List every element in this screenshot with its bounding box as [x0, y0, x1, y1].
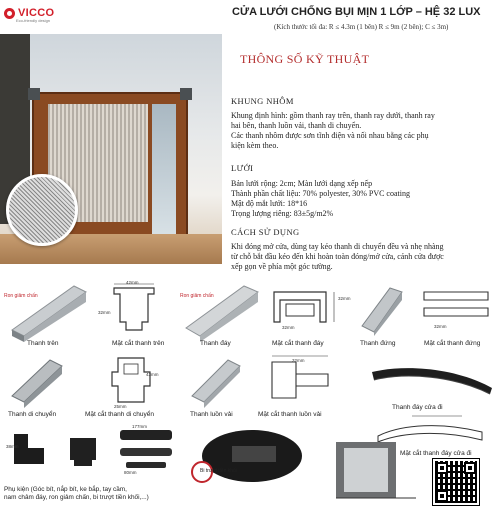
- product-photo: [0, 34, 222, 264]
- moving-bar-width-dim: 25mm: [114, 404, 127, 409]
- side-rail-label: Thanh đứng: [360, 340, 396, 347]
- section-title-mesh: LƯỚI: [231, 163, 254, 173]
- fabric-bar-label: Thanh luồn vải: [190, 411, 233, 418]
- sill-bar-label: Thanh đáy cửa đi: [392, 404, 443, 411]
- mesh-line: Trọng lượng riêng: 83±5g/m2%: [231, 209, 334, 218]
- moving-bar-height-dim: 43mm: [146, 372, 159, 377]
- top-rail-height-dim: 32mm: [98, 310, 111, 315]
- frame-line: hai bên, thanh luồn vải, thanh di chuyển.: [231, 121, 362, 130]
- qr-eye: [436, 490, 448, 502]
- qr-eye: [436, 462, 448, 474]
- side-rail-width-dim: 32mm: [434, 324, 447, 329]
- moving-bar-label: Thanh di chuyển: [8, 411, 57, 418]
- bottom-rail-height-dim: 32mm: [338, 296, 351, 301]
- side-rail-section-label: Mặt cắt thanh đứng: [424, 340, 481, 347]
- damper-note: Ron giảm chấn: [4, 293, 38, 299]
- bottom-rail-label: Thanh đáy: [200, 340, 231, 347]
- page-title: CỬA LƯỚI CHỐNG BỤI MỊN 1 LỚP – HỆ 32 LUX: [232, 6, 481, 18]
- end-cap-image: [60, 430, 108, 470]
- mesh-line: Thành phần chất liệu: 70% polyester, 30% PVC coating: [231, 189, 410, 198]
- bottom-rail-image: [178, 280, 264, 342]
- section-title-usage: CÁCH SỬ DỤNG: [231, 227, 300, 237]
- size-limits: (Kích thước tối đa: R ≤ 4.3m (1 bên) R ≤ 9m (2 bên); C ≤ 3m): [274, 23, 449, 31]
- accessories-line: Phụ kiện (Góc bít, nắp bít, ke bắp, tay cầm,: [4, 486, 127, 493]
- side-rail-section-image: [418, 284, 498, 330]
- accessory-dim: 38mm: [6, 444, 19, 449]
- brand-name: VICCO: [18, 7, 55, 19]
- moving-bar-image: [4, 352, 74, 408]
- handle-parts-image: [114, 424, 180, 476]
- frame-line: kiện kèm theo.: [231, 141, 279, 150]
- qr-code[interactable]: [433, 459, 479, 505]
- moving-bar-section-image: [104, 352, 164, 410]
- corner-cap-image: [6, 428, 56, 472]
- slider-block-note: Bi trượt tiền khối: [200, 468, 237, 474]
- slider-block-image: [186, 422, 326, 484]
- qr-eye: [464, 462, 476, 474]
- accessories-caption: [4, 486, 149, 502]
- frame-line: Khung định hình: gồm thanh ray trên, thanh ray dưới, thanh ray: [231, 111, 435, 120]
- mesh-zoom-circle: [6, 174, 78, 246]
- bottom-rail-section-label: Mặt cắt thanh đáy: [272, 340, 324, 347]
- bottom-rail-width-dim: 32mm: [282, 325, 295, 330]
- usage-line: xếp gọn về phía một góc tường.: [231, 262, 333, 271]
- accessory-dim: 177mm: [132, 424, 148, 429]
- top-rail-image: [2, 280, 94, 342]
- brand-mark-icon: [4, 8, 15, 19]
- fabric-bar-image: [186, 352, 246, 408]
- bottom-rail-section-image: [266, 282, 350, 334]
- door-detail-image: [330, 432, 420, 502]
- damper-note: Ron giảm chấn: [180, 293, 214, 299]
- moving-bar-section-label: Mặt cắt thanh di chuyển: [85, 411, 155, 418]
- window-glass: [152, 104, 176, 236]
- top-rail-width-dim: 42mm: [126, 280, 139, 285]
- fabric-bar-section-image: [262, 352, 348, 406]
- spec-heading: THÔNG SỐ KỸ THUẬT: [240, 52, 370, 66]
- fabric-bar-section-label: Mặt cắt thanh luồn vải: [258, 411, 322, 418]
- section-title-frame: KHUNG NHÔM: [231, 96, 294, 106]
- side-rail-image: [356, 282, 408, 336]
- top-rail-label: Thanh trên: [27, 340, 59, 347]
- accessory-dim: 80mm: [124, 470, 137, 475]
- brand-tagline: Eco-friendly design: [16, 18, 51, 23]
- mesh-line: Bản lưới rộng: 2cm; Màn lưới dạng xếp nếp: [231, 179, 373, 188]
- usage-line: từ chỗ bắt đầu kéo đến khi hoàn toàn đóng/mở cửa, cánh cửa được: [231, 252, 444, 261]
- accessories-line: nam châm đáy, ron giảm chấn, bi trượt tiền khối,...): [4, 494, 149, 501]
- corner-cap: [180, 88, 192, 100]
- corner-cap: [28, 88, 40, 100]
- top-rail-section-label: Mặt cắt thanh trên: [112, 340, 165, 347]
- top-rail-section-image: [102, 280, 166, 338]
- fabric-bar-width-dim: 32mm: [292, 358, 305, 363]
- sill-bar-image: [366, 358, 498, 398]
- usage-line: Khi đóng mở cửa, dùng tay kéo thanh di chuyển đều và nhẹ nhàng: [231, 242, 444, 251]
- frame-line: Các thanh nhôm được sơn tĩnh điện và nối nhau bằng các phụ: [231, 131, 429, 140]
- mesh-line: Mật độ mắt lưới: 18*16: [231, 199, 308, 208]
- sill-bar-section-label: Mặt cắt thanh đáy cửa đi: [400, 450, 472, 457]
